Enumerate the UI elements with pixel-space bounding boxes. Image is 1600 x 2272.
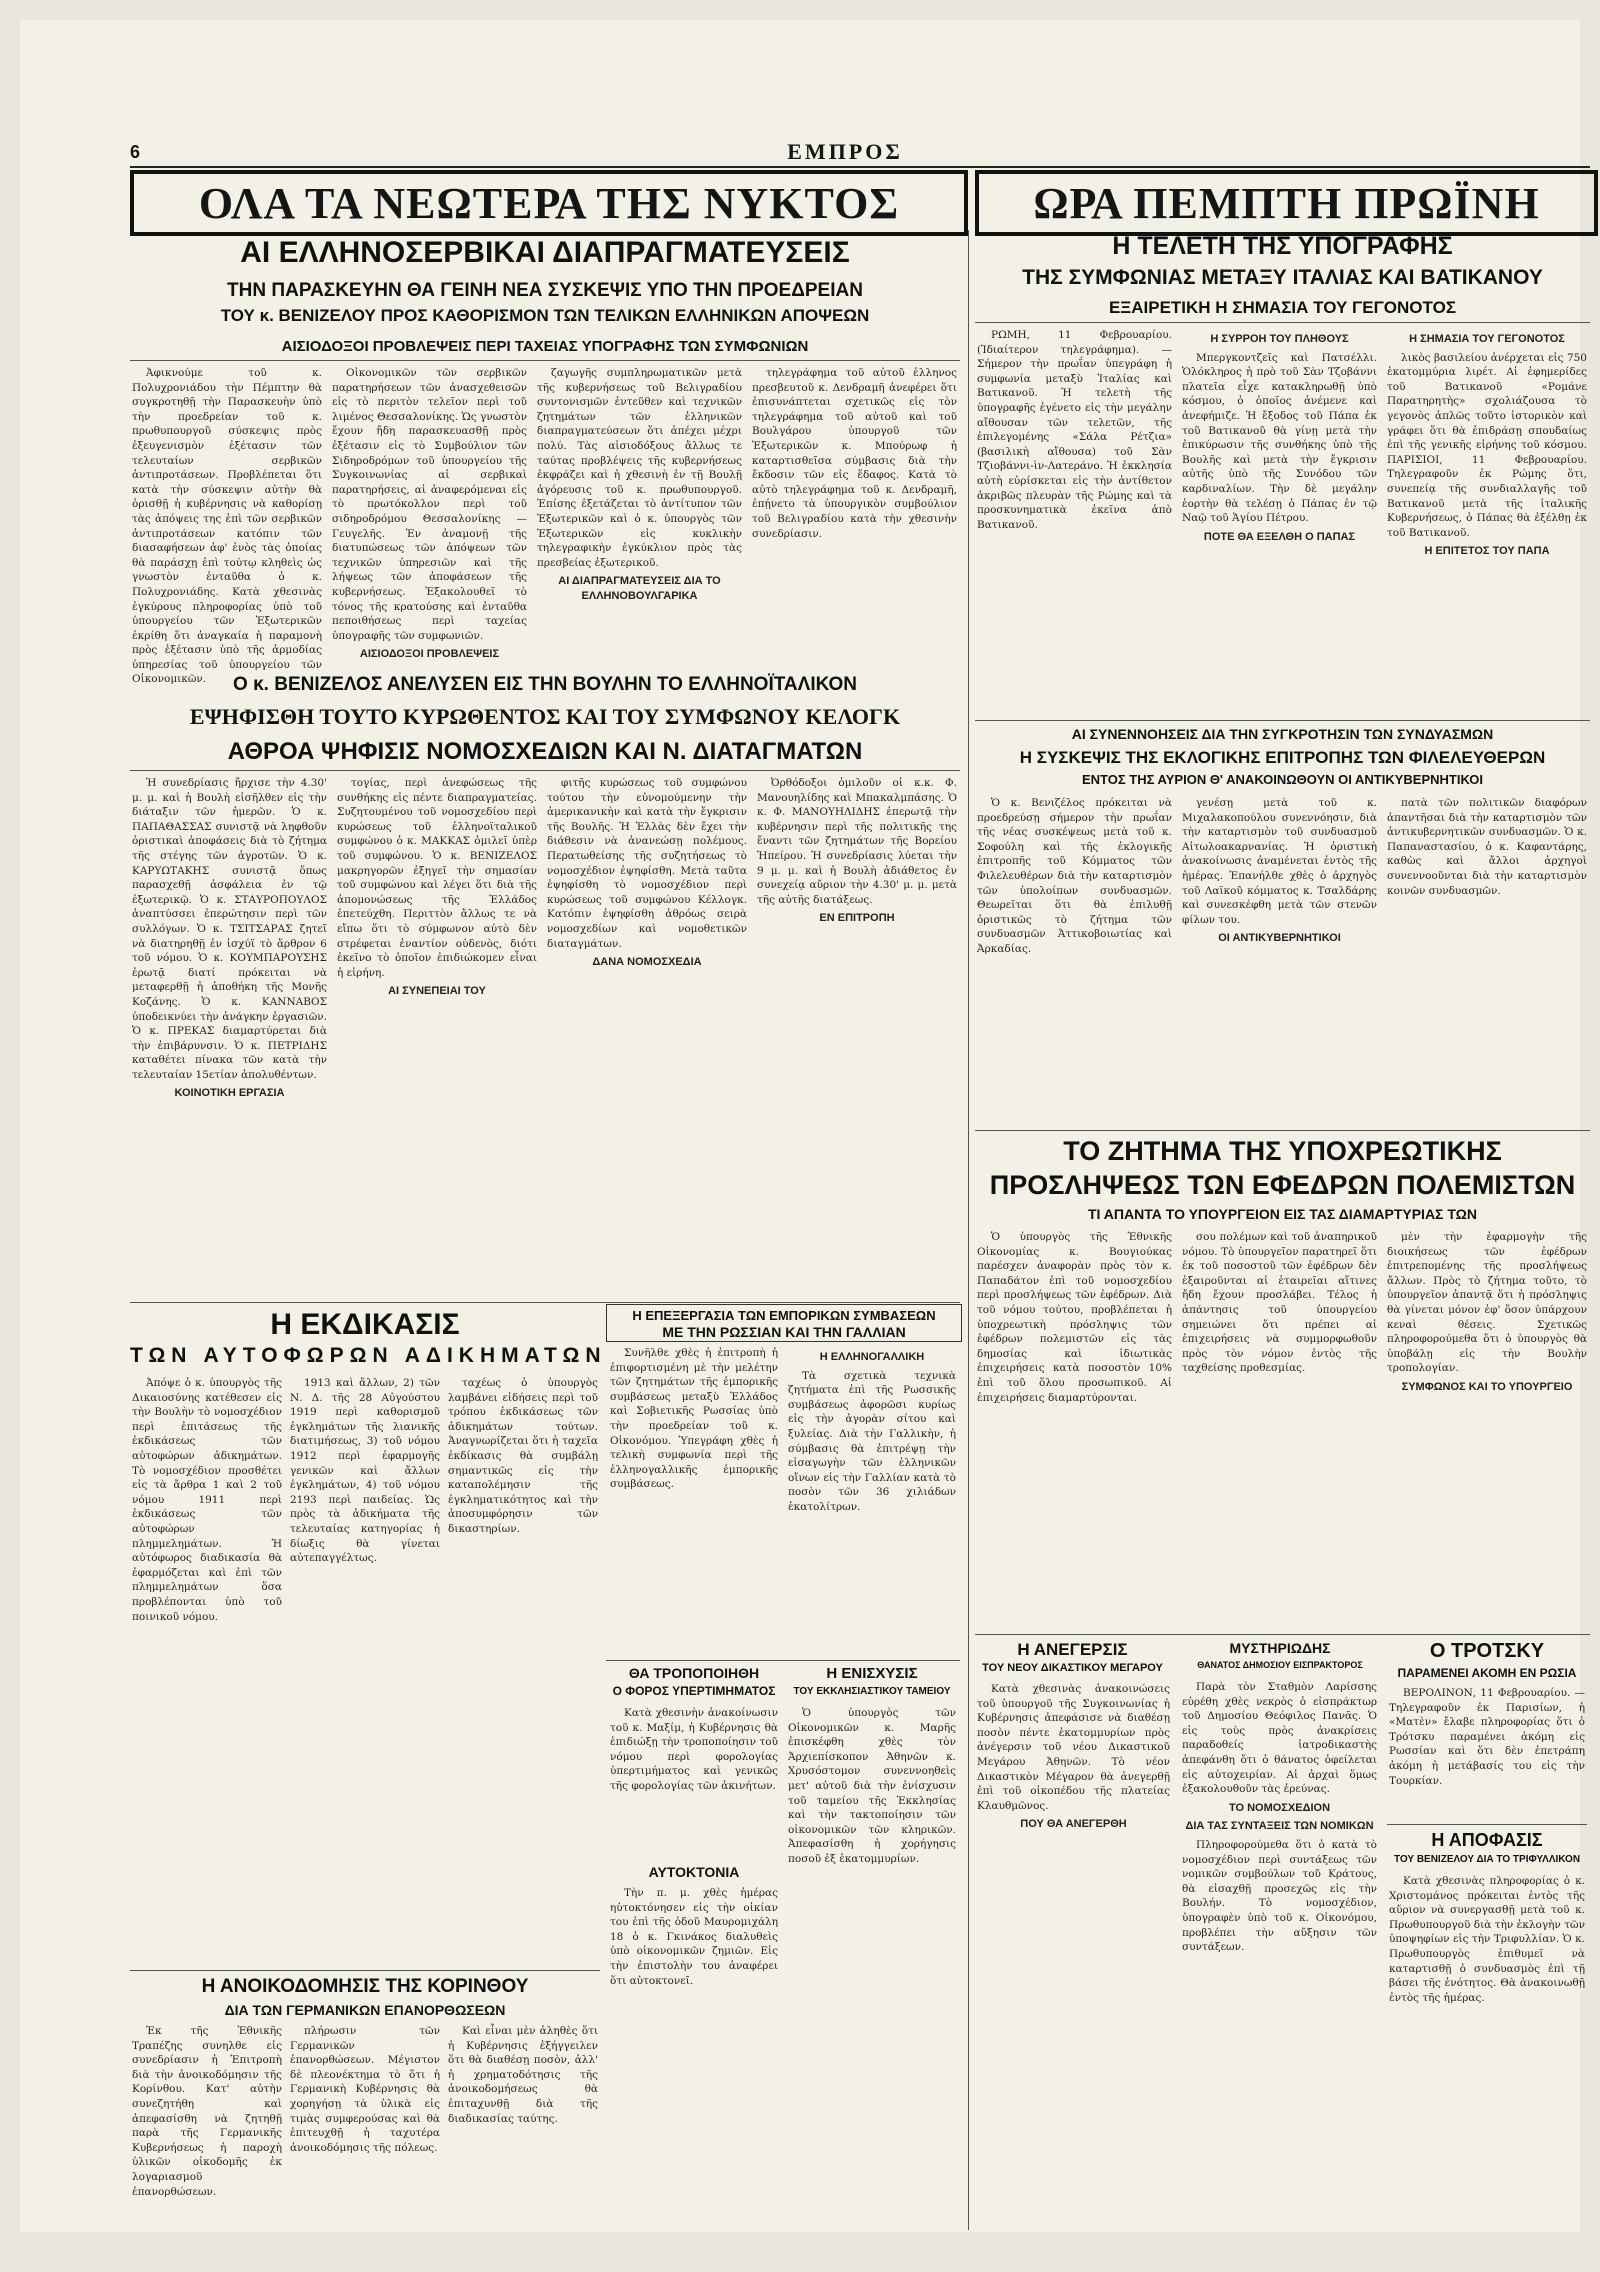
vatican-col-1 xyxy=(977,328,1172,713)
article-text: ταχέως ὁ ὑπουργὸς λαμβάνει εἰδήσεις περὶ τοῦ τρόπου ἐκδικάσεως τῶν ἀδικημάτων τούτων. Ἀναγνωρίζεται ὅτι ἡ ταχεῖα ἐκδίκασις θὰ συμβάλῃ σημαντικῶς εἰς τὴν καταπολέμησιν τῆς ἐγκληματικότητος καὶ τὴν ἀποσυμφόρησιν τῶν δικαστηρίων. xyxy=(448,1377,598,1535)
article-text: Κατὰ χθεσινὰς ἀνακοινώσεις τοῦ ὑπουργοῦ τῆς Συγκοινωνίας ἡ Κυβέρνησις ἀπεφάσισε νὰ διαθέσῃ ποσὸν πέντε ἑκατομμυρίων πρὸς ἀνέγερσιν τοῦ νέου Δικαστικοῦ Μεγάρου Ἀθηνῶν. Τὸ νέον Δικαστικὸν Μέγαρον θὰ ἀνεγερθῇ ἐπὶ τοῦ οἰκοπέδου τῆς πλατείας Κλαυθμῶνος. xyxy=(977,1683,1170,1812)
folio-bar xyxy=(130,138,1590,168)
reservists-headline-2: ΠΡΟΣΛΗΨΕΩΣ ΤΩΝ ΕΦΕΔΡΩΝ ΠΟΛΕΜΙΣΤΩΝ xyxy=(989,1170,1576,1200)
vatican-col-3 xyxy=(1387,328,1587,713)
rule xyxy=(130,1302,960,1303)
article-text: Ἀφικνούμε τοῦ κ. Πολυχρονιάδου τὴν Πέμπτην θὰ συγκροτηθῇ τὴν Παρασκευὴν ὑπὸ τὴν προεδρείαν τοῦ κ. πρωθυπουργοῦ σύσκεψις πρὸς ἐξευγενισμὸν ἐξέτασιν τῶν τελευταίων σερβικῶν ἀντιπροτάσεων. Προβλέπεται ὅτι κατὰ τὴν σύσκεψιν αὐτὴν θὰ ὁρισθῇ ἡ κυβέρνησις νὰ καθορίσῃ τὰς ἀπόψεις της ἐπὶ τῶν σερβικῶν ἀντιπροτάσεων κατόπιν τῶν διασαφήσεων ἀφ' ἑνὸς τὰς ὁποίας θὰ παράσχῃ ἐπὶ τούτῳ κληθεὶς ὡς γνωστὸν ἐνταῦθα ὁ κ. Πολυχρονιάδης. Κατὰ χθεσινὰς ἐγκύρους πληροφορίας ὑπὸ τοῦ ὑπουργείου τῶν Ἐξωτερικῶν ἐκρίθη ὅτι ἀναγκαία ἡ παραμονὴ πρὸς ἐξέτασιν ὑπὸ τῆς ἁρμοδίας ὑπηρεσίας τοῦ ὑπουργείου τῶν Οἰκονομικῶν. xyxy=(132,367,322,686)
trotsky-col-1 xyxy=(1389,1686,1585,1816)
article-text: τηλεγράφημα τοῦ αὐτοῦ ἑλληνος πρεσβευτοῦ κ. Δενδραμῆ ἀνεφέρει ὅτι ἐπισυνάπτεται σχετικῶς εἰς τὸν τηλεγράφημα τοῦ αὐτοῦ καὶ τοῦ Βουλγάρου ὑπουργοῦ τῶν Ἐξωτερικῶν κ. Μπούρωφ ἡ καταρτισθεῖσα σύμβασις διὰ τὴν ἔκδοσιν τῶν εἰς ἕδαφος. Κατὰ τὸ αὐτὸ τηλεγράφημα τοῦ κ. Δενδραμῆ, ἐπῄνετο τὰ ὑπουργικὸν συμβούλιον τοῦ Βελιγραδίου κατὰ τὴν χθεσινὴν συνεδρίασιν. xyxy=(752,367,957,540)
rule xyxy=(975,1634,1590,1635)
reservists-col-2 xyxy=(1182,1230,1377,1630)
trotsky-headline-2: ΠΑΡΑΜΕΝΕΙ ΑΚΟΜΗ ΕΝ ΡΩΣΙΑ xyxy=(1397,1666,1577,1680)
serbian-col-1 xyxy=(132,366,322,686)
fund-headline-1: Η ΕΝΙΣΧΥΣΙΣ xyxy=(826,1665,918,1682)
trials-headline-1: Η ΕΚΔΙΚΑΣΙΣ xyxy=(270,1308,460,1341)
article-text: Τὰ σχετικὰ τεχνικὰ ζητήματα ἐπὶ τῆς Ρωσσικῆς συμβάσεως ἀφορῶσι κυρίως εἰς τὴν ἀγορὰν σίτου καὶ ξυλείας. Διὰ τὴν Γαλλικὴν, ἡ σύμβασις θὰ ἐπιτρέψῃ τὴν εἰσαγωγὴν τῶν ἑλληνικῶν οἴνων εἰς τὴν Γαλλίαν κατὰ τὸ ποσὸν τῶν 36 χιλιάδων ἑκατολίτρων. xyxy=(788,1369,956,1513)
right-section-banner: ΩΡΑ ΠΕΜΠΤΗ ΠΡΩΪΝΗ xyxy=(975,170,1598,236)
article-text: Κατὰ χθεσινὴν ἀνακοίνωσιν τοῦ κ. Μαξίμ, ἡ Κυβέρνησις θὰ ἐπιδιώξῃ τὴν τροποποίησιν τοῦ νόμου περὶ φορολογίας ὑπερτιμήματος καὶ γενικῶς τῆς φορολογίας τῶν ἀκινήτων. xyxy=(610,1707,778,1792)
serbian-col-2 xyxy=(332,366,527,666)
newspaper-page xyxy=(20,20,1587,2232)
venizelos-headline-2: ΕΨΗΦΙΣΘΗ ΤΟΥΤΟ ΚΥΡΩΘΕΝΤΟΣ ΚΑΙ ΤΟΥ ΣΥΜΦΩΝΟΥ ΚΕΛΟΓΚ xyxy=(189,704,901,729)
fund-col-1 xyxy=(788,1706,956,2216)
subhead: Η ΕΠΙΤΕΤΟΣ ΤΟΥ ΠΑΠΑ xyxy=(1424,545,1550,558)
murder-col-1 xyxy=(1182,1680,1377,2080)
rule xyxy=(606,1660,960,1661)
reservists-col-3 xyxy=(1387,1230,1587,1630)
serbian-deck-2: ΤΟΥ κ. ΒΕΝΙΖΕΛΟΥ ΠΡΟΣ ΚΑΘΟΡΙΣΜΟΝ ΤΩΝ ΤΕΛΙΚΩΝ ΕΛΛΗΝΙΚΩΝ ΑΠΟΨΕΩΝ xyxy=(220,306,870,325)
venizelos-col-1 xyxy=(132,776,327,1296)
subhead: ΟΙ ΑΝΤΙΚΥΒΕΡΝΗΤΙΚΟΙ xyxy=(1218,932,1341,945)
venizelos-col-4 xyxy=(757,776,957,1296)
rule xyxy=(1387,1824,1587,1825)
article-text: Συνῆλθε χθὲς ἡ ἐπιτροπὴ ἡ ἐπιφορτισμένη μὲ τὴν μελέτην τῶν ζητημάτων τῆς ἐμπορικῆς συμβάσεως μεταξὺ Ἑλλάδος καὶ Σοβιετικῆς Ρωσσίας ὑπὸ τὴν προεδρείαν τοῦ κ. Οἰκονόμου. Ὑπεγράφη χθὲς ἡ τελικὴ συμφωνία περὶ τῆς ἐλληνογαλλικῆς ἐμπορικῆς συμβάσεως. xyxy=(610,1347,778,1491)
article-text: γενέσῃ μετὰ τοῦ κ. Μιχαλακοπούλου συνεννόησιν, διὰ τὴν καταρτισμὸν τοῦ συνδυασμοῦ Αἰτωλοακαρνανίας. Ἡ ὁριστικὴ ἀνακοίνωσις ἀναμένεται ἐντὸς τῆς ἡμέρας. Ἐπανήλθε χθὲς ὁ ἀρχηγὸς τοῦ Λαϊκοῦ κόμματος κ. Τσαλδάρης καὶ συνεσκέφθη μετὰ τῶν στενῶν φίλων του. xyxy=(1182,797,1377,926)
venizelos-headline-1: Ο κ. ΒΕΝΙΖΕΛΟΣ ΑΝΕΛΥΣΕΝ ΕΙΣ ΤΗΝ ΒΟΥΛΗΝ ΤΟ ΕΛΛΗΝΟΪΤΑΛΙΚΟΝ xyxy=(233,674,857,695)
article-text: φιτῆς κυρώσεως τοῦ συμφώνου τούτου τὴν εὐνομούμενην τὴν ἀμερικανικὴν καὶ κατὰ τὴν ἔγκρισιν τῆς Βουλῆς. Ἡ Ἑλλὰς δὲν ἔχει τὴν διάθεσιν νὰ ἀνανεώσῃ πολέμους. Περατωθείσης τῆς συζητήσεως τὸ νομοσχέδιον ἐψηφίσθη. Μετὰ ταῦτα ἐψηφίσθη τὸ νομοσχέδιον περὶ κυρώσεως τοῦ συμφώνου Κέλλογκ. Κατόπιν ἐψηφίσθη ἀθρόως σειρὰ νομοσχεδίων καὶ νομοθετικῶν διαταγμάτων. xyxy=(547,777,747,950)
subhead: ΑΙ ΔΙΑΠΡΑΓΜΑΤΕΥΣΕΙΣ ΔΙΑ ΤΟ ΕΛΛΗΝΟΒΟΥΛΓΑΡΙΚΑ xyxy=(558,575,721,602)
fund-headline-2: ΤΟΥ ΕΚΚΛΗΣΙΑΣΤΙΚΟΥ ΤΑΜΕΙΟΥ xyxy=(793,1686,951,1697)
subhead: ΠΟΤΕ ΘΑ ΕΞΕΛΘΗ Ο ΠΑΠΑΣ xyxy=(1203,530,1356,543)
candidates-headline-3: ΕΝΤΟΣ ΤΗΣ ΑΥΡΙΟΝ Θ' ΑΝΑΚΟΙΝΩΘΟΥΝ ΟΙ ΑΝΤΙΚΥΒΕΡΝΗΤΙΚΟΙ xyxy=(1082,772,1483,787)
serbian-deck-3: ΑΙΣΙΟΔΟΞΟΙ ΠΡΟΒΛΕΨΕΙΣ ΠΕΡΙ ΤΑΧΕΙΑΣ ΥΠΟΓΡΑΦΗΣ ΤΩΝ ΣΥΜΦΩΝΙΩΝ xyxy=(281,338,809,355)
vatican-headline-2: ΤΗΣ ΣΥΜΦΩΝΙΑΣ ΜΕΤΑΞΥ ΙΤΑΛΙΑΣ ΚΑΙ ΒΑΤΙΚΑΝΟΥ xyxy=(1022,266,1543,289)
venizelos-headline-3: ΑΘΡΟΑ ΨΗΦΙΣΙΣ ΝΟΜΟΣΧΕΔΙΩΝ ΚΑΙ Ν. ΔΙΑΤΑΓΜΑΤΩΝ xyxy=(227,738,863,765)
article-text: 1913 καὶ ἄλλων, 2) τῶν Ν. Δ. τῆς 28 Αὐγούστου 1919 περὶ καθορισμοῦ ἐγκλημάτων τῆς λιανικῆς διατιμήσεως, 3) τοῦ νόμου 1912 περὶ ἐφαρμογῆς γενικῶν καὶ ἄλλων ἐγκλημάτων, 4) τοῦ νόμου 2193 περὶ παιδείας. Ὡς πρὸς τὰ ἀδικήματα τῆς τελευταίας κατηγορίας ἡ δίωξις θὰ γίνεται αὐτεπαγγέλτως. xyxy=(290,1377,440,1565)
article-text: μὲν τὴν ἐφαρμογὴν τῆς διοικήσεως τῶν ἐφέδρων ἐπιτρεπομένης τῆς προσλήψεως ἄλλων. Πρὸς τὸ ζήτημα τοῦτο, τὸ ὑπουργεῖον ἀπαντᾷ ὅτι ἡ πρόσληψις θὰ γίνεται μόνον ἐφ' ὅσον ὑπάρχουν κεναὶ θέσεις. Σχετικῶς πληροφορούμεθα ὅτι ὁ ὑπουργὸς θὰ ὑποβάλῃ εἰς τὴν Βουλὴν τροπολογίαν. xyxy=(1387,1231,1587,1375)
rule xyxy=(975,720,1590,721)
venizelos-col-2 xyxy=(337,776,537,1296)
rule xyxy=(130,770,960,771)
article-text: Ὁ ὑπουργὸς τῶν Οἰκονομικῶν κ. Μαρῆς ἐπισκέφθη χθὲς τὸν Ἀρχιεπίσκοπον Ἀθηνῶν κ. Χρυσόστομον συνεννοηθεὶς μετ' αὐτοῦ διὰ τὴν ἐνίσχυσιν τοῦ ταμείου τῆς Ἐκκλησίας καὶ τὴν τακτοποίησιν τῶν οἰκονομικῶν τῶν κληρικῶν. Ἀπεφασίσθη ἡ χορήγησις ποσοῦ ἐξ ἑκατομμυρίων. xyxy=(788,1707,956,1865)
subhead: ΔΑΝΑ ΝΟΜΟΣΧΕΔΙΑ xyxy=(592,956,702,969)
page-number: 6 xyxy=(130,141,141,162)
article-text: Παρὰ τὸν Σταθμὸν Λαρίσσης εὑρέθη χθὲς νεκρὸς ὁ εἰσπράκτωρ τοῦ Δημοσίου Θεόφιλος Πανᾶς. Ὁ εἰς τοὺς πρὸς ἀνακρίσεις παραδοθείς ἰατροδικαστὴς ἀπεφάνθη ὅτι ὁ θάνατος ὀφείλεται εἰς αὐτοχειρίαν. Αἱ ἀρχαὶ ὅμως ἐξακολουθοῦν τὰς ἐρεύνας. xyxy=(1182,1681,1377,1796)
article-text: ΒΕΡΟΛΙΝΟΝ, 11 Φεβρουαρίου. — Τηλεγραφοῦν ἐκ Παρισίων, ἡ «Ματὲν» ἔλαβε πληροφορίας ὅτι ὁ Τρότσκυ παραμένει ἀκόμη εἰς Ρωσσίαν καὶ ὅτι δὲν ἐπετράπη ἀκόμη ἡ μετάβασίς του εἰς τὴν Τουρκίαν. xyxy=(1389,1687,1585,1787)
court-col-1 xyxy=(977,1682,1170,2222)
article-text: Τὴν π. μ. χθὲς ἡμέρας ηὐτοκτόνησεν εἰς τὴν οἰκίαν του ἐπὶ τῆς ὁδοῦ Μαυρομιχάλη 18 ὁ κ. Γκινάκος διαλυθεὶς ὑπὸ οἰκονομικῶν ζημιῶν. Εἰς τὴν ἐπιστολὴν του ἀναφέρει ὅτι αὐτοκτονεῖ. xyxy=(610,1887,778,1987)
article-text: ΡΩΜΗ, 11 Φεβρουαρίου. (Ἰδιαίτερον τηλεγράφημα). — Σήμερον τὴν πρωΐαν ὑπεγράφη ἡ συμφωνία μεταξὺ Ἰταλίας καὶ Βατικανοῦ. Ἡ τελετὴ τῆς ὑπογραφῆς ἐγένετο εἰς τὴν μεγάλην αἴθουσαν τῶν τελετῶν, τῆς ἐπιλεγομένης «Σάλα Ρέτζια» (βασιλικὴ αἴθουσα) τοῦ Σὰν Τζιοβάννι-ὶν-Λατεράνο. Ἡ ἐκκλησία αὐτὴ εὑρίσκεται εἰς τὴν ἀντίθετον ἀκριβῶς πλευρὰν τῆς Ρώμης καὶ τὰ προσκυνηματικὰ ἐκεῖνα ἀπὸ Βατικανοῦ. xyxy=(977,329,1172,531)
corinth-headline-1: Η ΑΝΟΙΚΟΔΟΜΗΣΙΣ ΤΗΣ ΚΟΡΙΝΘΟΥ xyxy=(201,1976,529,1997)
subhead: ΚΟΙΝΟΤΙΚΗ ΕΡΓΑΣΙΑ xyxy=(174,1087,285,1100)
subhead: ΕΝ ΕΠΙΤΡΟΠΗ xyxy=(819,912,895,925)
serbian-col-3 xyxy=(537,366,742,666)
vatican-deck: ΕΞΑΙΡΕΤΙΚΗ Η ΣΗΜΑΣΙΑ ΤΟΥ ΓΕΓΟΝΟΤΟΣ xyxy=(1108,298,1457,317)
subhead: Η ΕΛΛΗΝΟΓΑΛΛΙΚΗ xyxy=(819,1351,925,1363)
article-text: σου πολέμων καὶ τοῦ ἀναπηρικοῦ νόμου. Τὸ ὑπουργεῖον παρατηρεῖ ὅτι ἐκ τοῦ ποσοστοῦ τῶν ἐφέδρων δὲν ἐξαιροῦνται αἱ ἑταιρεῖαι αἵτινες ἤδη ἔχουν προσλάβει. Τέλος ἡ ἀπάντησις τοῦ ὑπουργείου σημειώνει ὅτι πρέπει αἱ ἐπιχειρήσεις νὰ συμμορφωθοῦν πρὸς τὸν νόμον ἐντὸς τῆς ταχθείσης προθεσμίας. xyxy=(1182,1231,1377,1375)
article-text: ζαγωγῆς συμπληρωματικῶν μετὰ τῆς κυβερνήσεως τοῦ Βελιγραδίου συντονισμῶν ἐντεῦθεν καὶ τεχνικῶν ζητημάτων τῶν ἑλληνικῶν διαπραγματεύσεων ὅτι ἀπέχει μέχρι πολύ. Τὰς αἰσιοδόξους ἄλλως τε ταύτας προβλέψεις τῆς κυβερνήσεως ἐκφράζει καὶ ἡ χθεσινὴ ἐν τῇ Βουλῇ ἀγόρευσις τοῦ κ. πρωθυπουργοῦ. Ἐπίσης ἐξετάζεται τὸ ἀντίτυπον τῶν Ἐξωτερικῶν καὶ ὁ κ. ὑπουργὸς τῶν Ἐξωτερικῶν εἰς κυκλικὴν τηλεγραφικὴν ἐγκύκλιον πρὸς τὰς πρεσβείας ἐξωτερικοῦ. xyxy=(537,367,742,569)
corinth-col-2 xyxy=(290,2024,440,2224)
article-text: Καὶ εἶναι μὲν ἀληθὲς ὅτι ἡ Κυβέρνησις ἐξήγγειλεν ὅτι θὰ διαθέσῃ ποσὸν, ἀλλ' ἡ χρηματοδότησις τῆς ἀνοικοδομήσεως θὰ ἐπιταχυνθῇ διὰ τῆς διαδικασίας ταύτης. xyxy=(448,2025,598,2125)
reservists-deck: ΤΙ ΑΠΑΝΤΑ ΤΟ ΥΠΟΥΡΓΕΙΟΝ ΕΙΣ ΤΑΣ ΔΙΑΜΑΡΤΥΡΙΑΣ ΤΩΝ xyxy=(1088,1206,1477,1222)
decision-headline-2: ΤΟΥ ΒΕΝΙΖΕΛΟΥ ΔΙΑ ΤΟ ΤΡΙΦΥΛΛΙΚΟΝ xyxy=(1393,1854,1581,1865)
corinth-col-1 xyxy=(132,2024,282,2224)
column-divider xyxy=(968,230,969,2230)
suicide-headline: ΑΥΤΟΚΤΟΝΙΑ xyxy=(648,1864,740,1880)
trials-col-3 xyxy=(448,1376,598,1966)
serbian-col-4 xyxy=(752,366,957,666)
subhead: ΑΙ ΣΥΝΕΠΕΙΑΙ ΤΟΥ xyxy=(388,985,486,998)
article-text: πλήρωσιν τῶν Γερμανικῶν ἐπανορθώσεων. Μέγιστον δὲ πλεονέκτημα τὸ ὅτι ἡ Γερμανικὴ Κυβέρνησις θὰ χορηγήσῃ τὰ ὑλικὰ εἰς τιμὰς συμφερούσας καὶ θὰ ἐπιτευχθῇ ἡ ταχυτέρα ἀνοικοδόμησις τῆς πόλεως. xyxy=(290,2025,440,2154)
amendment-headline-2: Ο ΦΟΡΟΣ ΥΠΕΡΤΙΜΗΜΑΤΟΣ xyxy=(612,1684,776,1698)
article-text: Ὀρθόδοξοι ὁμιλοῦν οἱ κ.κ. Φ. Μανουηλίδης καὶ Μπακαλμπάσης. Ὁ κ. Φ. ΜΑΝΟΥΗΛΙΔΗΣ ἐπερωτᾷ τὴν κυβέρνησιν περὶ τῆς πολιτικῆς της ἔναντι τῶν ζητημάτων τῆς Βορείου Ἠπείρου. Ἡ συνεδρίασις λύεται τὴν 9 μ. μ. καὶ ἡ Βουλὴ ἀδιάθετος ἐν συνεχείᾳ αὔριον τὴν 4.30' μ. μ. μετὰ τῆς αὐτῆς διατάξεως. xyxy=(757,777,957,906)
candidates-headline-2: Η ΣΥΣΚΕΨΙΣ ΤΗΣ ΕΚΛΟΓΙΚΗΣ ΕΠΙΤΡΟΠΗΣ ΤΩΝ ΦΙΛΕΛΕΥΘΕΡΩΝ xyxy=(1019,748,1546,767)
subhead: Η ΣΗΜΑΣΙΑ ΤΟΥ ΓΕΓΟΝΟΤΟΣ xyxy=(1409,333,1565,345)
reservists-col-1 xyxy=(977,1230,1172,1630)
article-text: Ἀπόψε ὁ κ. ὑπουργὸς τῆς Δικαιοσύνης κατέθεσεν εἰς τὴν Βουλὴν τὸ νομοσχέδιον περὶ ἐπιτάσεως τῆς ἐκδικάσεως τῶν αὐτοφώρων ἀδικημάτων. Τὸ νομοσχέδιον προσθέτει εἰς τὰ ἄρθρα 1 καὶ 2 τοῦ νόμου 1911 περὶ ἐκδικάσεως τῶν αὐτοφώρων πλημμελημάτων. Ἡ αὐτόφωρος διαδικασία θὰ ἐφαρμόζεται καὶ ἐπὶ τῶν πλημμελημάτων ὅσα προβλέπονται ὑπὸ τοῦ ποινικοῦ νόμου. xyxy=(132,1377,282,1623)
subhead: ΔΙΑ ΤΑΣ ΣΥΝΤΑΞΕΙΣ ΤΩΝ ΝΟΜΙΚΩΝ xyxy=(1185,1820,1374,1833)
subhead: Η ΣΥΡΡΟΗ ΤΟΥ ΠΛΗΘΟΥΣ xyxy=(1210,333,1349,345)
article-text: πατὰ τῶν πολιτικῶν διαφόρων ἀπαντῆσαι διὰ τὴν καταρτισμὸν τῶν ἀντικυβερνητικῶν συνδυασμῶν. Ὁ κ. Παπαναστασίου, ὁ κ. Καφαντάρης, καθὼς καὶ ἄλλοι ἀρχηγοὶ συνεννοοῦνται διὰ τὴν καταρτισμὸν κοινῶν συνδυασμῶν. xyxy=(1387,797,1587,897)
trials-col-2 xyxy=(290,1376,440,1966)
trade-col-2 xyxy=(788,1346,956,1646)
article-text: Ὁ κ. Βενιζέλος πρόκειται νὰ προεδρεύσῃ σήμερον τὴν πρωΐαν τῆς νέας συσκέψεως μετὰ τοῦ κ. Σοφούλη καὶ τῆς ἐκλογικῆς ἐπιτροπῆς τοῦ Κόμματος τῶν Φιλελευθέρων διὰ τὴν καταρτισμὸν τῶν ὑπολοίπων συνδυασμῶν. Θεωρεῖται ὅτι θὰ ἐπιλυθῇ ὁριστικῶς τὸ ζήτημα τῶν συνδυασμῶν Ἀττικοβοιωτίας καὶ Ἀρκαδίας. xyxy=(977,797,1172,955)
candidates-col-1 xyxy=(977,796,1172,1126)
candidates-col-3 xyxy=(1387,796,1587,1126)
decision-col-1 xyxy=(1389,1874,1585,2224)
subhead: ΣΥΜΦΩΝΟΣ ΚΑΙ ΤΟ ΥΠΟΥΡΓΕΙΟ xyxy=(1401,1380,1573,1393)
article-text: λικὸς βασιλείου ἀνέρχεται εἰς 750 ἑκατομμύρια λιρέτ. Αἱ ἐφημερίδες τοῦ Βατικανοῦ «Ρομάνε Παρατηρητὴς» σχολιάζουσα τὸ γεγονὸς ἀπλῶς τοῦτο ἱστορικὸν καὶ γράφει ὅτι θὰ ἐπιδράσῃ σπουδαίως ἐπὶ τῆς γενικῆς εἰρήνης τοῦ κόσμου. ΠΑΡΙΣΙΟΙ, 11 Φεβρουαρίου. Τηλεγραφοῦν ἐκ Ρώμης ὅτι, συνεπείᾳ τῆς συνδιαλλαγῆς τοῦ Βατικανοῦ μετὰ τῆς ἰταλικῆς Κυβερνήσεως, ὁ Πάπας θὰ ἐξέλθῃ ἐκ τοῦ Βατικανοῦ. xyxy=(1387,351,1587,539)
trials-headline-2: ΤΩΝ ΑΥΤΟΦΩΡΩΝ ΑΔΙΚΗΜΑΤΩΝ xyxy=(130,1344,607,1367)
subhead: ΠΟΥ ΘΑ ΑΝΕΓΕΡΘΗ xyxy=(1020,1818,1127,1831)
decision-headline-1: Η ΑΠΟΦΑΣΙΣ xyxy=(1431,1830,1543,1850)
venizelos-col-3 xyxy=(547,776,747,1296)
corinth-headline-2: ΔΙΑ ΤΩΝ ΓΕΡΜΑΝΙΚΩΝ ΕΠΑΝΟΡΘΩΣΕΩΝ xyxy=(224,2002,506,2018)
article-text: Οἰκονομικῶν τῶν σερβικῶν παρατηρήσεων τῶν ἀνασχεθεισῶν εἰς τὸ περιτὸν τελεῖον περὶ τοῦ λιμένος Θεσσαλονίκης. Ὡς γνωστὸν ἔχουν ἤδη παρασκευασθῇ πρὸς ἐξέτασιν εἰς τὸ Συμβούλιον τῶν Σιδηροδρόμων τοῦ ὑπουργείου τῆς Συγκοινωνίας αἱ σερβικαὶ παρατηρήσεις, αἱ ἀναφερόμεναι εἰς τὸ πρωτόκολλον περὶ τοῦ σιδηροδρόμου Θεσσαλονίκης — Γευγελῆς. Ἐν ἀναμονῇ τῆς διατυπώσεως τῶν ἀπόψεων τῶν τεχνικῶν ὑπηρεσιῶν καὶ τῆς λήψεως τῶν ἀποφάσεων τῆς κυβερνήσεως. Ἐξακολουθεῖ τὸ τόνος τῆς κρατούσης καὶ ἐνταῦθα πεποιθήσεως περὶ ταχείας ὑπογραφῆς τῶν συμφωνιῶν. xyxy=(332,367,527,642)
suicide-col-1 xyxy=(610,1886,778,2216)
article-text: Ἐκ τῆς Ἐθνικῆς Τραπέζης συνηλθε εἰς συνεδρίασιν ἡ Ἐπιτροπὴ διὰ τὴν ἀνοικοδόμησιν τῆς Κορίνθου. Κατ' αὐτὴν συνεζητήθη καὶ ἀπεφασίσθη νὰ ζητηθῇ παρὰ τῆς Γερμανικῆς Κυβερνήσεως ἡ παροχὴ ὑλικῶν οἰκοδομῆς ἐκ λογαριασμοῦ ἐπανορθώσεων. xyxy=(132,2025,282,2198)
vatican-col-2 xyxy=(1182,328,1377,713)
corinth-col-3 xyxy=(448,2024,598,2224)
candidates-col-2 xyxy=(1182,796,1377,1126)
candidates-headline-1: ΑΙ ΣΥΝΕΝΝΟΗΣΕΙΣ ΔΙΑ ΤΗΝ ΣΥΓΚΡΟΤΗΣΙΝ ΤΩΝ ΣΥΝΔΥΑΣΜΩΝ xyxy=(1071,726,1494,742)
court-headline-1: Η ΑΝΕΓΕΡΣΙΣ xyxy=(1017,1640,1128,1659)
article-text: Ἡ συνεδρίασις ἤρχισε τὴν 4.30' μ. μ. καὶ ἡ Βουλὴ εἰσῆλθεν εἰς τὴν διάταξιν τῶν ἡμερῶν. Ὁ κ. ΠΑΠΑΘΑΣΣΑΣ συνιστᾷ νὰ ληφθοῦν ὁριστικαὶ ἀποφάσεις διὰ τὸ ζήτημα τῆς στέγης τῶν ἀγροτῶν. Ὁ κ. ΚΑΡΥΩΤΑΚΗΣ συνιστᾷ ὅπως παρασχεθῇ ἀσφάλεια ἐν τῷ ἐξωτερικῷ. Ὁ κ. ΣΤΑΥΡΟΠΟΥΛΟΣ ἀναπτύσσει ἐπερώτησιν περὶ τῶν συλλόγων. Ὁ κ. ΤΣΙΤΣΑΡΑΣ ζητεῖ νὰ διατηρηθῇ ἐν ἰσχύϊ τὸ ἄρθρον 6 τοῦ νόμου. Ὁ κ. ΚΟΥΜΠΑΡΟΥΣΗΣ ἐρωτᾷ διατί πρόκειται νὰ μεταφερθῇ ἡ ἀποθήκη τῆς Μονῆς Κοζάνης. Ὁ κ. ΚΑΝΝΑΒΟΣ ὑποδεικνύει τὴν ἀνάγκην ἐργασιῶν. Ὁ κ. ΠΡΕΚΑΣ διαμαρτύρεται διὰ τὴν ἐπιβάρυνσιν. Ὁ κ. ΠΕΤΡΙΔΗΣ καταθέτει πίνακα τῶν κατὰ τὴν τελευταίαν 15ετίαν ἀπολυθέντων. xyxy=(132,777,327,1081)
article-text: Πληροφορούμεθα ὅτι ὁ κατὰ τὸ νομοσχέδιον περὶ συντάξεως τῶν νομικῶν συμβούλων τοῦ Κράτους, θὰ εἰσαχθῇ προσεχῶς εἰς τὴν Βουλήν. Τὸ νομοσχέδιον, ὑπογραφὲν ὑπὸ τοῦ κ. Οἰκονόμου, προβλέπει τὴν αὔξησιν τῶν συντάξεων. xyxy=(1182,1838,1377,1954)
subhead: ΑΙΣΙΟΔΟΞΟΙ ΠΡΟΒΛΕΨΕΙΣ xyxy=(359,648,500,661)
rule xyxy=(130,360,960,361)
masthead: ΕΜΠΡΟΣ xyxy=(787,139,903,164)
court-headline-2: ΤΟΥ ΝΕΟΥ ΔΙΚΑΣΤΙΚΟΥ ΜΕΓΑΡΟΥ xyxy=(982,1662,1163,1674)
amendment-headline-1: ΘΑ ΤΡΟΠΟΠΟΙΗΘΗ xyxy=(628,1665,760,1681)
amendment-col-1 xyxy=(610,1706,778,1856)
article-text: Μπεργκοντζεῖς καὶ Πατσέλλι. Ὁλόκληρος ἡ πρὸ τοῦ Σὰν Τζοβάννι πλατεῖα εἶχε κατακληρωθῇ ὑπὸ κόσμου, ὁ ὁποῖος ἀνέμενε καὶ ἀνεφήμιζε. Ἡ ἔξοδος τοῦ Πάπα ἐκ τοῦ Βατικανοῦ θὰ γίνῃ μετὰ τὴν ἐπικύρωσιν τῆς συνθήκης ὑπὸ τῆς Βουλῆς καὶ μετὰ τὴν ἔγκρισιν αὐτῆς ὑπὸ τῆς Συνόδου τῶν καρδιναλίων. Τὴν δὲ μεγάλην ἑορτὴν θὰ τελέσῃ ὁ Πάπας ἐν τῷ Ναῷ τοῦ Ἁγίου Πέτρου. xyxy=(1182,351,1377,525)
trade-headline-2: ΜΕ ΤΗΝ ΡΩΣΣΙΑΝ ΚΑΙ ΤΗΝ ΓΑΛΛΙΑΝ xyxy=(662,1324,906,1340)
trials-col-1 xyxy=(132,1376,282,1966)
rule xyxy=(130,1970,600,1971)
serbian-deck-1: ΤΗΝ ΠΑΡΑΣΚΕΥΗΝ ΘΑ ΓΕΙΝΗ ΝΕΑ ΣΥΣΚΕΨΙΣ ΥΠΟ ΤΗΝ ΠΡΟΕΔΡΕΙΑΝ xyxy=(227,280,863,301)
rule xyxy=(975,322,1590,323)
article-text: Κατὰ χθεσινὰς πληροφορίας ὁ κ. Χριστομάνος πρόκειται ἐντὸς τῆς αὔριον νὰ συνεργασθῇ μετὰ τοῦ κ. Πρωθυπουργοῦ διὰ τὴν ἐκλογὴν τῶν ὑποψηφίων εἰς τὴν Τριφυλλίαν. Ὁ κ. Πρωθυπουργὸς ἐπιθυμεῖ νὰ καταρτισθῇ ὁ συνδυασμὸς ἐπὶ τῇ βάσει τῆς ἐνότητος. Θὰ ἀνακοινωθῇ ἐντὸς τῆς ἡμέρας. xyxy=(1389,1875,1585,2004)
reservists-headline-1: ΤΟ ΖΗΤΗΜΑ ΤΗΣ ΥΠΟΧΡΕΩΤΙΚΗΣ xyxy=(1063,1136,1502,1166)
trotsky-headline-1: Ο ΤΡΟΤΣΚΥ xyxy=(1429,1640,1545,1662)
article-text: Ὁ ὑπουργὸς τῆς Ἐθνικῆς Οἰκονομίας κ. Βουγιούκας παρέσχεν ἀναφορὰν πρὸς τὸν κ. Παπαδάτον ἐπὶ τοῦ νομοσχεδίου περὶ προσλήψεως τῶν ἐφέδρων. Διὰ τοῦ νόμου τούτου, προβλέπεται ἡ ὑποχρεωτικὴ πρόσληψις τῶν ἐφέδρων πολεμιστῶν εἰς τὰς δημοσίας καὶ ἰδιωτικὰς ἐπιχειρήσεις κατὰ ποσοστὸν 10% ἐπὶ τοῦ ὅλου προσωπικοῦ. Αἱ ἐπιχειρήσεις διαμαρτύρονται. xyxy=(977,1231,1172,1404)
article-text: τογίας, περὶ ἀνεφώσεως τῆς συνθήκης εἰς πέντε διαπραγματείας. Συζητουμένου τοῦ νομοσχεδίου περὶ κυρώσεως τοῦ ἑλληνοϊταλικοῦ συμφώνου ὁ κ. ΜΑΚΚΑΣ ὁμιλεῖ ὑπὲρ τοῦ συμφώνου. Ὁ κ. ΒΕΝΙΖΕΛΟΣ μακρηγορῶν ἐξηγεῖ τὴν σημασίαν τοῦ συμφώνου καὶ λέγει ὅτι διὰ τῆς ἀπομονώσεως τῆς Ἑλλάδος ἐπετεύχθη. Περιττὸν ἄλλως τε νὰ εἴπω ὅτι τὸ σύμφωνον αὐτὸ δὲν στρέφεται ἐναντίον οὐδενὸς, διότι ἐκεῖνο τὸ ὁποῖον ἐπιδιώκομεν εἶναι ἡ εἰρήνη. xyxy=(337,777,537,979)
serbian-headline: ΑΙ ΕΛΛΗΝΟΣΕΡΒΙΚΑΙ ΔΙΑΠΡΑΓΜΑΤΕΥΣΕΙΣ xyxy=(240,236,850,269)
trade-headline-1: Η ΕΠΕΞΕΡΓΑΣΙΑ ΤΩΝ ΕΜΠΟΡΙΚΩΝ ΣΥΜΒΑΣΕΩΝ xyxy=(632,1308,936,1323)
trade-col-1 xyxy=(610,1346,778,1646)
murder-headline-1: ΜΥΣΤΗΡΙΩΔΗΣ xyxy=(1229,1640,1331,1656)
murder-headline-2: ΘΑΝΑΤΟΣ ΔΗΜΟΣΙΟΥ ΕΙΣΠΡΑΚΤΟΡΟΣ xyxy=(1197,1660,1363,1670)
vatican-headline-1: Η ΤΕΛΕΤΗ ΤΗΣ ΥΠΟΓΡΑΦΗΣ xyxy=(1112,232,1453,260)
rule xyxy=(975,1130,1590,1131)
left-section-banner: ΟΛΑ ΤΑ ΝΕΩΤΕΡΑ ΤΗΣ ΝΥΚΤΟΣ xyxy=(130,170,968,236)
subhead: ΤΟ ΝΟΜΟΣΧΕΔΙΟΝ xyxy=(1228,1801,1331,1814)
